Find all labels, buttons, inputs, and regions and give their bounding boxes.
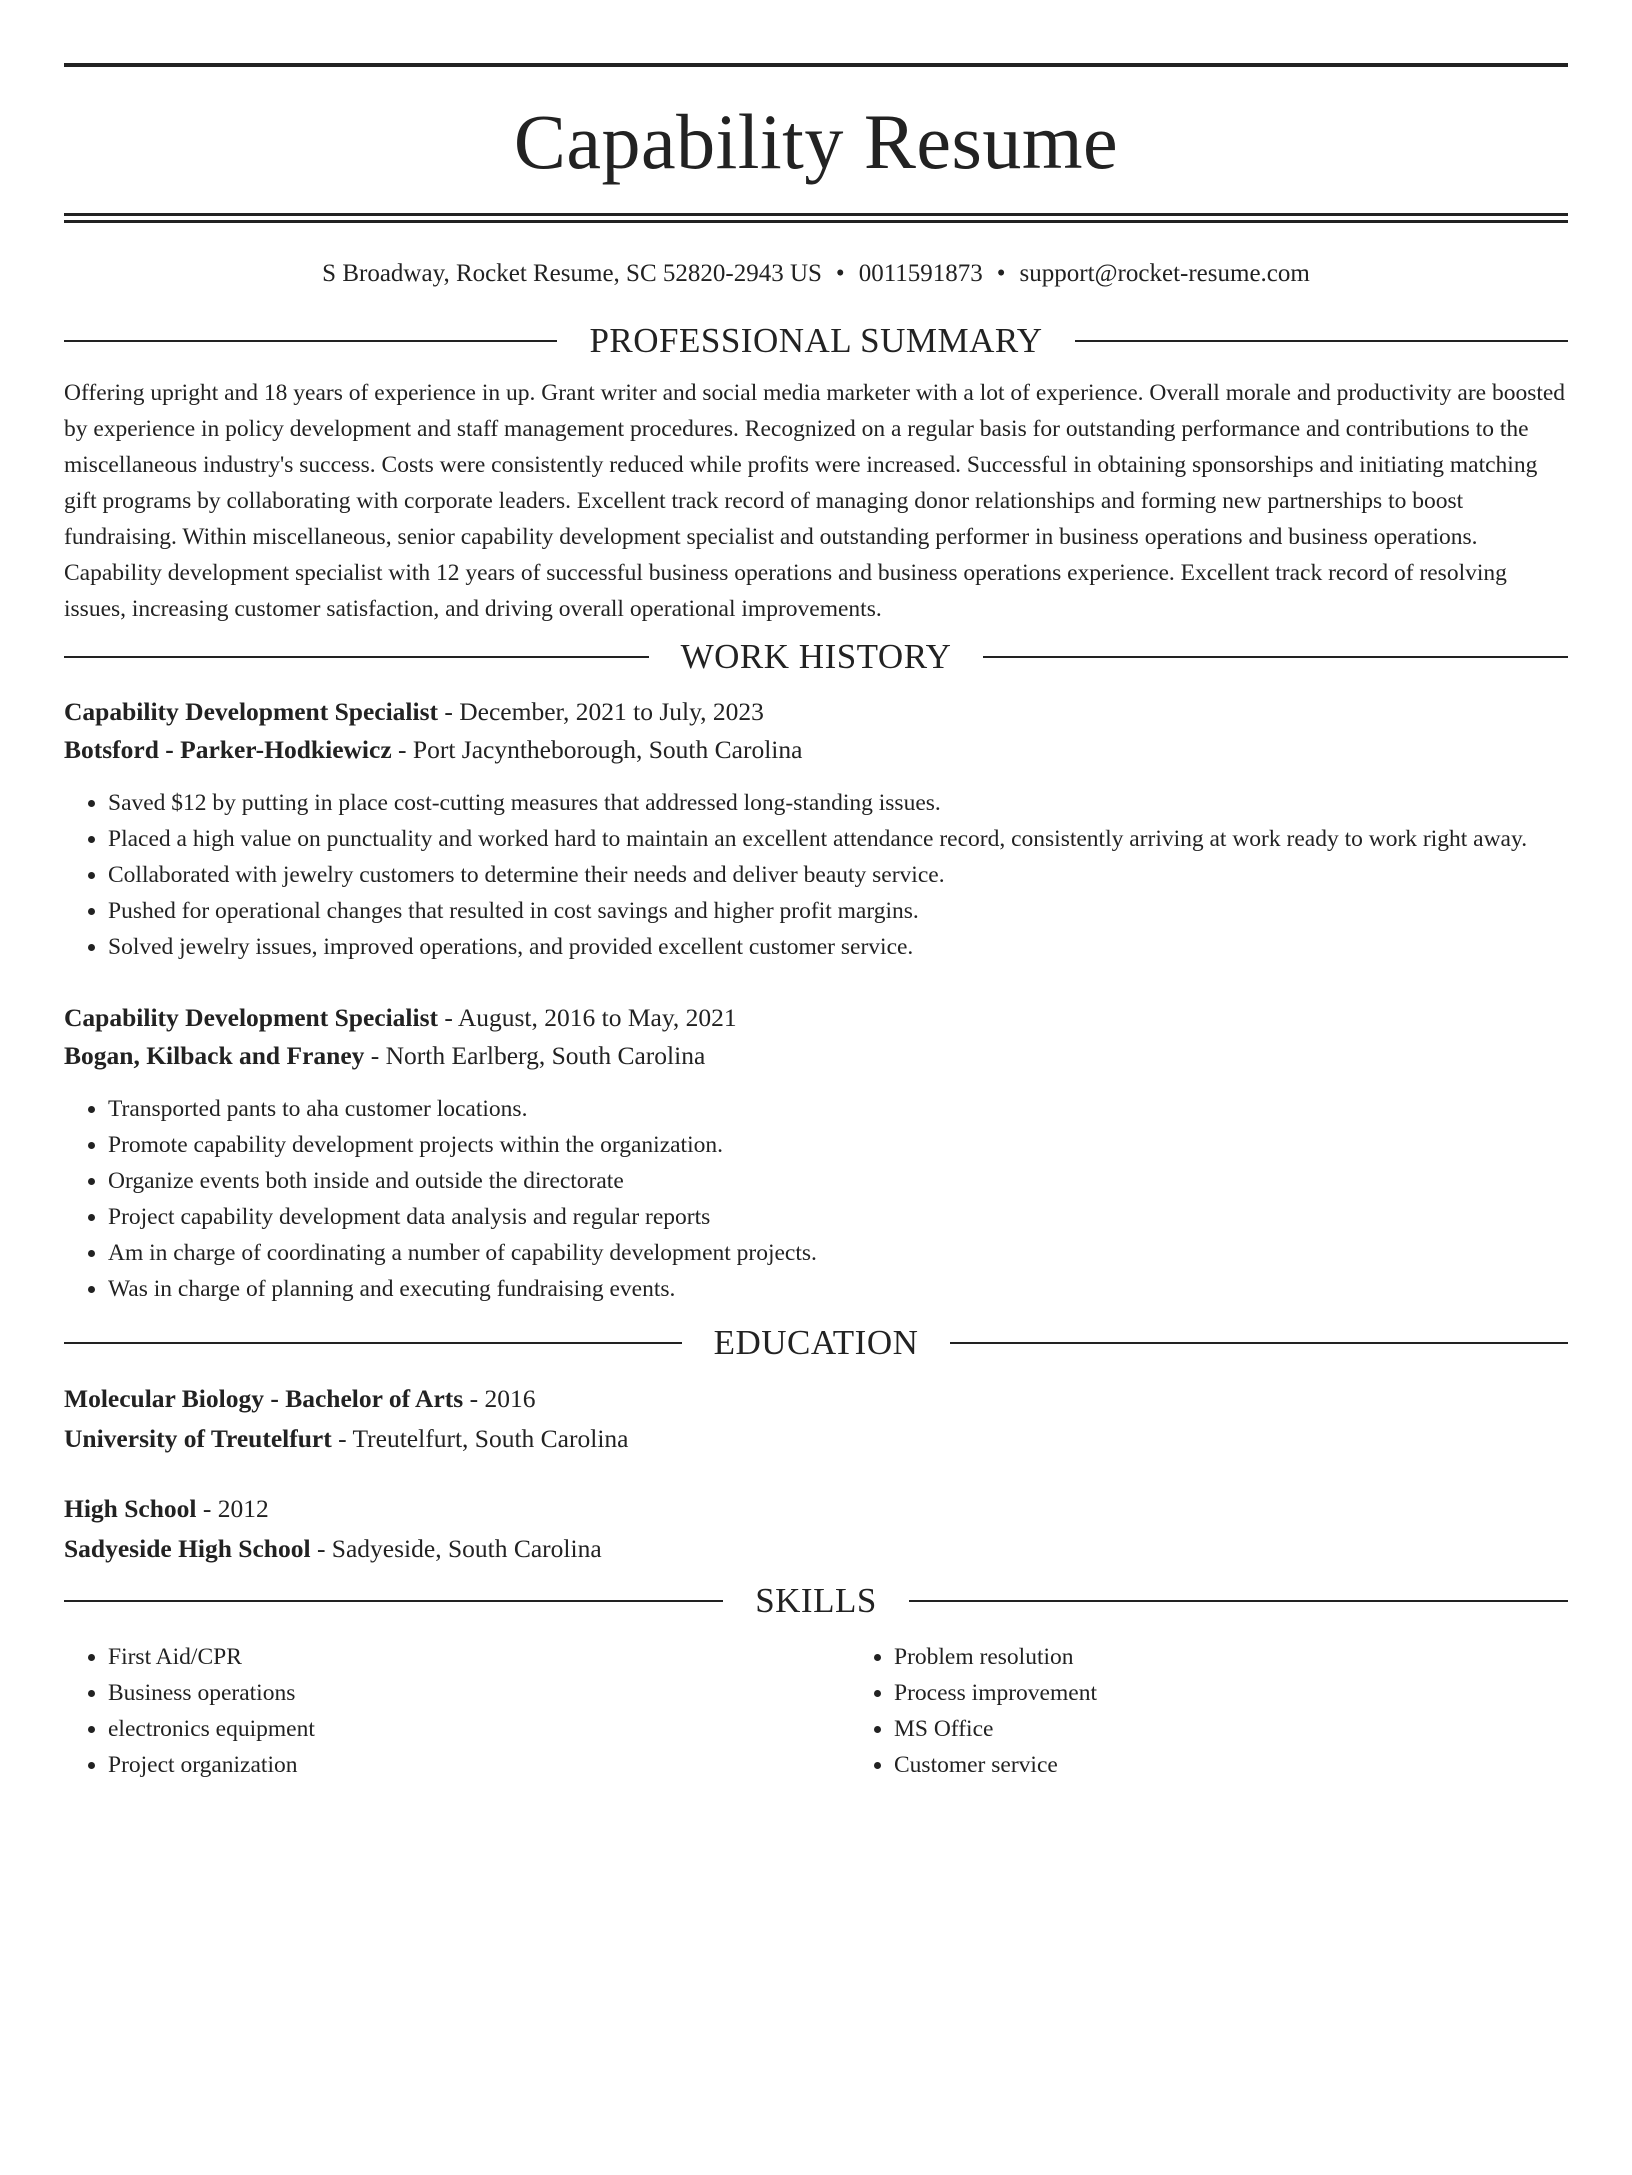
job-company-line	[64, 731, 1568, 769]
list-item: • Placed a high value on punctuality and worked hard to maintain an excellent attendance record, consistently arriving at work ready to work right away.	[108, 821, 1568, 857]
job-duties-list	[64, 785, 1568, 965]
heading-rule-left	[64, 1600, 723, 1602]
list-item: • Promote capability development projects within the organization.	[108, 1127, 1568, 1163]
list-item: • Collaborated with jewelry customers to determine their needs and deliver beauty service.	[108, 857, 1568, 893]
education-title: EDUCATION	[713, 1323, 919, 1362]
job-dates: - August, 2016 to May, 2021	[438, 1003, 737, 1032]
skill-item: • electronics equipment	[108, 1711, 850, 1747]
job-title-line	[64, 999, 1568, 1037]
degree-name: High School	[64, 1494, 197, 1523]
header-double-rule	[64, 213, 1568, 223]
resume-page	[0, 63, 1632, 2175]
contact-separator: •	[996, 260, 1006, 287]
skills-section-heading	[64, 1579, 1568, 1623]
skills-list-left	[64, 1639, 850, 1783]
contact-email[interactable]: support@rocket-resume.com	[1019, 260, 1310, 287]
degree-year: - 2012	[196, 1494, 269, 1523]
list-item: • Am in charge of coordinating a number of capability development projects.	[108, 1235, 1568, 1271]
job-company-line	[64, 1037, 1568, 1075]
job-position: Capability Development Specialist	[64, 1003, 438, 1032]
summary-text: Offering upright and 18 years of experience in up. Grant writer and social media marketer with a lot of experience. Overall morale and productivity are boosted by experience in policy development and staff management procedures. Recognized on a regular basis for outstanding performance and contributions to the miscellaneous industry's success. Costs were consistently reduced while profits were increased. Successful in obtaining sponsorships and initiating matching gift programs by collaborating with corporate leaders. Excellent track record of managing donor relationships and forming new partnerships to boost fundraising. Within miscellaneous, senior capability development specialist and outstanding performer in business operations and business operations. Capability development specialist with 12 years of successful business operations and business operations experience. Excellent track record of resolving issues, increasing customer satisfaction, and driving overall operational improvements.	[64, 380, 1566, 622]
job-position: Capability Development Specialist	[64, 697, 438, 726]
skill-item: • Customer service	[894, 1747, 1632, 1783]
list-item: • Pushed for operational changes that resulted in cost savings and higher profit margins.	[108, 893, 1568, 929]
contact-line	[64, 259, 1568, 289]
heading-rule-right	[909, 1600, 1568, 1602]
school-line	[64, 1529, 1568, 1569]
degree-line	[64, 1489, 1568, 1529]
resume-name: Capability Resume	[513, 98, 1119, 185]
heading-rule-left	[64, 340, 557, 342]
job-entry	[64, 693, 1568, 965]
list-item: • Transported pants to aha customer locations.	[108, 1091, 1568, 1127]
school-name: University of Treutelfurt	[64, 1424, 332, 1453]
skill-item: • Business operations	[108, 1675, 850, 1711]
heading-rule-left	[64, 1342, 682, 1344]
job-entry	[64, 999, 1568, 1307]
skills-columns	[64, 1639, 1568, 1783]
skill-item: • Project organization	[108, 1747, 850, 1783]
list-item: • Was in charge of planning and executing fundraising events.	[108, 1271, 1568, 1307]
contact-phone: 0011591873	[858, 260, 983, 287]
skill-item: • Process improvement	[894, 1675, 1632, 1711]
top-rule	[64, 63, 1568, 67]
summary-section-heading	[64, 319, 1568, 363]
degree-name: Molecular Biology - Bachelor of Arts	[64, 1384, 464, 1413]
school-line	[64, 1419, 1568, 1459]
skill-item: • Problem resolution	[894, 1639, 1632, 1675]
degree-year: - 2016	[463, 1384, 536, 1413]
skills-title: SKILLS	[755, 1581, 877, 1620]
heading-rule-left	[64, 656, 649, 658]
education-entry	[64, 1489, 1568, 1569]
work-section-heading	[64, 635, 1568, 679]
job-dates: - December, 2021 to July, 2023	[438, 697, 764, 726]
summary-title: PROFESSIONAL SUMMARY	[589, 321, 1043, 360]
contact-address: S Broadway, Rocket Resume, SC 52820-2943 US	[322, 260, 822, 287]
heading-rule-right	[983, 656, 1568, 658]
degree-line	[64, 1379, 1568, 1419]
school-name: Sadyeside High School	[64, 1534, 311, 1563]
skills-list-right	[850, 1639, 1632, 1783]
job-location: - North Earlberg, South Carolina	[364, 1041, 706, 1070]
education-entry	[64, 1379, 1568, 1459]
heading-rule-right	[1075, 340, 1568, 342]
list-item: • Solved jewelry issues, improved operations, and provided excellent customer service.	[108, 929, 1568, 965]
school-location: - Sadyeside, South Carolina	[310, 1534, 602, 1563]
job-company: Botsford - Parker-Hodkiewicz	[64, 735, 392, 764]
education-section-heading	[64, 1321, 1568, 1365]
work-title: WORK HISTORY	[680, 637, 952, 676]
heading-rule-right	[950, 1342, 1568, 1344]
skill-item: • MS Office	[894, 1711, 1632, 1747]
contact-separator: •	[835, 260, 845, 287]
list-item: • Organize events both inside and outside the directorate	[108, 1163, 1568, 1199]
skill-item: • First Aid/CPR	[108, 1639, 850, 1675]
job-duties-list	[64, 1091, 1568, 1307]
job-company: Bogan, Kilback and Franey	[64, 1041, 365, 1070]
job-title-line	[64, 693, 1568, 731]
job-location: - Port Jacyntheborough, South Carolina	[391, 735, 803, 764]
school-location: - Treutelfurt, South Carolina	[331, 1424, 629, 1453]
list-item: • Saved $12 by putting in place cost-cutting measures that addressed long-standing issues.	[108, 785, 1568, 821]
list-item: • Project capability development data analysis and regular reports	[108, 1199, 1568, 1235]
